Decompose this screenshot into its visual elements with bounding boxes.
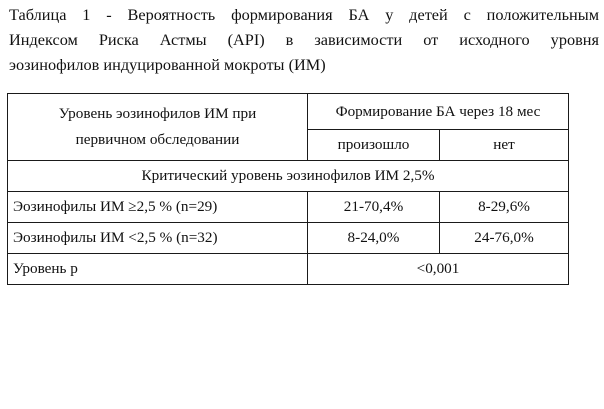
p-level-label: Уровень р: [8, 254, 308, 285]
critical-level-cell: Критический уровень эозинофилов ИМ 2,5%: [8, 161, 569, 192]
row-not-occurred: 24-76,0%: [440, 223, 569, 254]
table-row: [8, 192, 569, 223]
header-occurred: произошло: [308, 130, 440, 161]
header-formation: Формирование БА через 18 мес: [308, 94, 569, 130]
table-caption: [9, 2, 599, 77]
row-occurred: 8-24,0%: [308, 223, 440, 254]
row-not-occurred: 8-29,6%: [440, 192, 569, 223]
critical-level-row: [8, 161, 569, 192]
eosinophil-table: [7, 93, 569, 285]
p-level-row: [8, 254, 569, 285]
table-row: [8, 223, 569, 254]
caption-line-1: Таблица 1 - Вероятность формирования БА у детей с положительным: [9, 5, 599, 24]
header-not-occurred: нет: [440, 130, 569, 161]
caption-line-2: Индексом Риска Астмы (API) в зависимости от исходного уровня: [9, 30, 599, 49]
row-label: Эозинофилы ИМ <2,5 % (n=32): [8, 223, 308, 254]
header-level-line-2: первичном обследовании: [75, 131, 240, 148]
row-label: Эозинофилы ИМ ≥2,5 % (n=29): [8, 192, 308, 223]
caption-line-3: эозинофилов индуцированной мокроты (ИМ): [9, 55, 326, 74]
header-row: [8, 94, 569, 130]
header-eosinophil-level: [8, 94, 308, 161]
p-level-value: <0,001: [308, 254, 569, 285]
header-level-line-1: Уровень эозинофилов ИМ при: [58, 105, 257, 122]
row-occurred: 21-70,4%: [308, 192, 440, 223]
